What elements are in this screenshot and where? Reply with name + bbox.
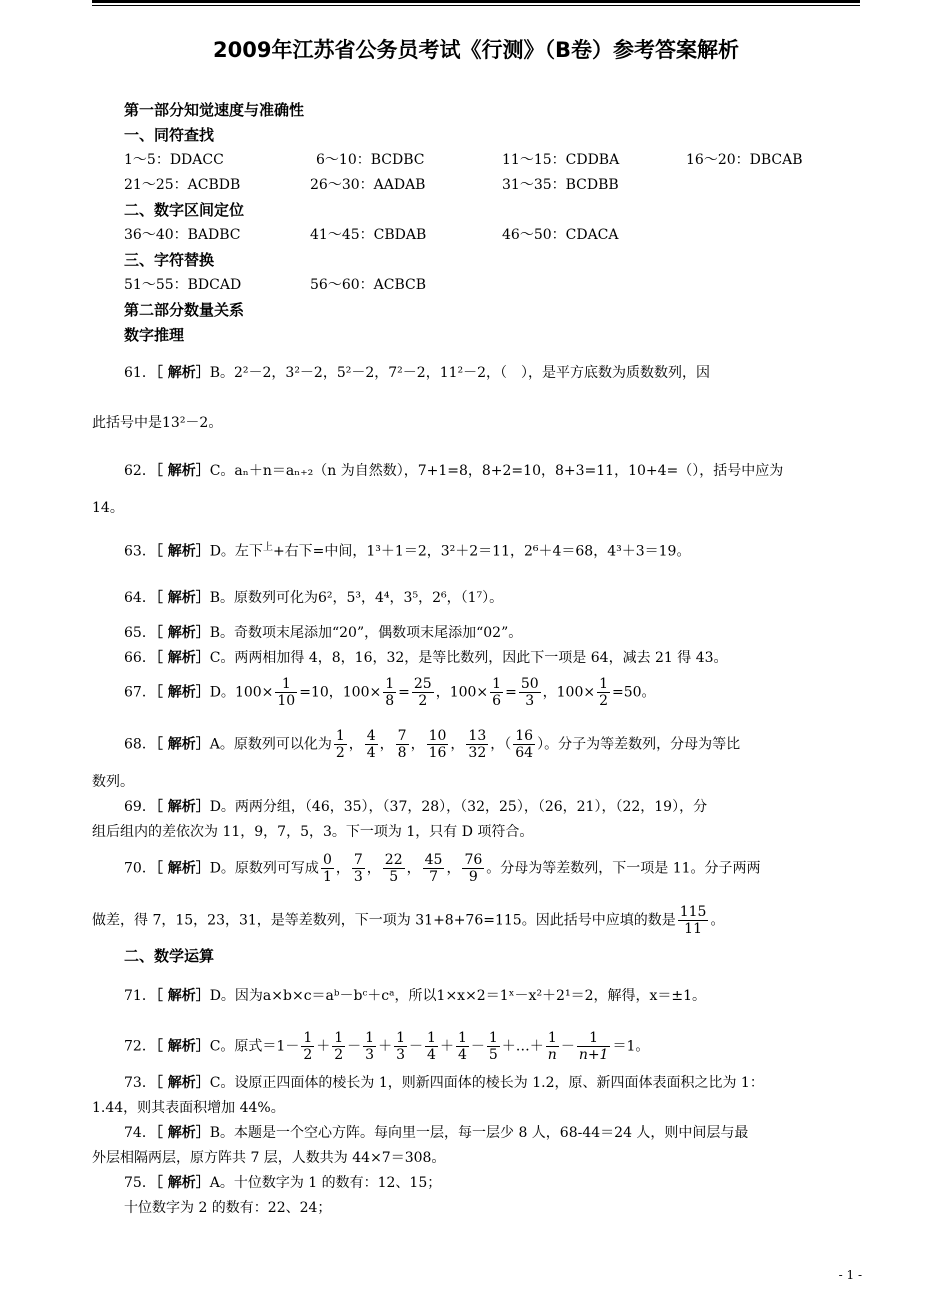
question-75-cont: 十位数字为 2 的数有：22、24； bbox=[124, 1200, 332, 1216]
section-heading: 一、同符查找 bbox=[124, 126, 215, 144]
separator: ， bbox=[446, 860, 461, 877]
denominator: 3 bbox=[353, 869, 363, 885]
numerator: 1 bbox=[365, 1030, 375, 1046]
separator: ， bbox=[366, 860, 381, 877]
answer-group: 6～10：BCDBC bbox=[316, 152, 425, 168]
answer-group: 41～45：CBDAB bbox=[310, 227, 427, 243]
numerator: 1 bbox=[457, 1030, 467, 1046]
fraction bbox=[396, 728, 409, 761]
denominator: 2 bbox=[418, 693, 428, 709]
analysis-tag: ［ 解析］ bbox=[155, 684, 210, 701]
question-text: B。2²－2，3²－2，5²－2，7²－2，11²－2，（ ），是平方底数为质数数列，因 bbox=[209, 365, 711, 381]
question-64 bbox=[124, 588, 503, 608]
operator: － bbox=[470, 1038, 485, 1055]
expr: =50。 bbox=[612, 684, 656, 701]
numerator: 1 bbox=[275, 676, 297, 693]
analysis-tag: ［ 解析］ bbox=[155, 1125, 210, 1141]
question-66 bbox=[124, 648, 728, 668]
fraction bbox=[321, 852, 334, 885]
separator: ， bbox=[406, 860, 421, 877]
analysis-tag: ［ 解析］ bbox=[155, 988, 210, 1004]
denominator: 4 bbox=[427, 1047, 436, 1063]
part2-heading: 第二部分数量关系 bbox=[124, 301, 245, 319]
question-number: 69． bbox=[124, 799, 156, 815]
analysis-tag: ［ 解析］ bbox=[155, 650, 210, 666]
denominator: 16 bbox=[428, 745, 447, 761]
denominator: 2 bbox=[334, 1047, 344, 1063]
superscript: 上 bbox=[262, 542, 273, 553]
fraction bbox=[352, 852, 365, 885]
question-number: 75． bbox=[124, 1175, 156, 1191]
fraction bbox=[412, 676, 434, 709]
bracket: （ bbox=[504, 736, 512, 753]
denominator: 4 bbox=[366, 745, 376, 761]
denominator: 8 bbox=[397, 745, 407, 761]
answer-group: 51～55：BDCAD bbox=[124, 277, 242, 293]
question-65 bbox=[124, 623, 522, 643]
denominator: 6 bbox=[492, 693, 502, 709]
question-73-cont: 1.44，则其表面积增加 44%。 bbox=[92, 1100, 285, 1116]
top-rule-thin bbox=[92, 5, 860, 6]
numerator: 1 bbox=[335, 728, 345, 744]
numerator: 1 bbox=[396, 1030, 406, 1046]
question-number: 73． bbox=[124, 1075, 156, 1091]
question-73 bbox=[124, 1073, 764, 1093]
question-text: ）。分子为等差数列，分母为等比 bbox=[537, 736, 741, 753]
question-number: 72． bbox=[124, 1038, 156, 1055]
question-68-cont: 数列。 bbox=[92, 774, 134, 790]
section-heading: 二、数字区间定位 bbox=[124, 201, 245, 219]
question-63 bbox=[124, 538, 690, 562]
question-number: 61． bbox=[124, 365, 156, 381]
fraction bbox=[466, 728, 488, 761]
analysis-tag: ［ 解析］ bbox=[155, 799, 210, 815]
denominator: 3 bbox=[365, 1047, 375, 1063]
fraction bbox=[456, 1030, 469, 1063]
numerator: 7 bbox=[353, 852, 363, 868]
analysis-tag: ［ 解析］ bbox=[155, 860, 210, 877]
numerator: 1 bbox=[385, 676, 395, 692]
fraction bbox=[490, 676, 503, 709]
fraction bbox=[334, 728, 347, 761]
question-number: 67． bbox=[124, 684, 156, 701]
numerator: 1 bbox=[488, 1030, 498, 1046]
denominator: 10 bbox=[277, 693, 296, 709]
question-74 bbox=[124, 1123, 748, 1143]
question-number: 62． bbox=[124, 463, 156, 479]
operator: ＋ bbox=[378, 1038, 393, 1055]
analysis-tag: ［ 解析］ bbox=[155, 1038, 210, 1055]
subsection-heading: 二、数学运算 bbox=[124, 947, 215, 965]
question-text: C。两两相加得 4，8，16，32，是等比数列，因此下一项是 64，减去 21 得 43。 bbox=[209, 650, 728, 666]
expr: =10，100× bbox=[299, 684, 382, 701]
numerator: 50 bbox=[520, 676, 539, 692]
denominator: n bbox=[547, 1047, 557, 1063]
numerator: 4 bbox=[366, 728, 376, 744]
fraction bbox=[383, 676, 396, 709]
denominator: 8 bbox=[385, 693, 395, 709]
question-number: 65． bbox=[124, 625, 156, 641]
denominator: 5 bbox=[389, 869, 399, 885]
page-title: 2009年江苏省公务员考试《行测》（B卷）参考答案解析 bbox=[213, 38, 739, 62]
numerator: 1 bbox=[577, 1030, 611, 1047]
question-text: C。原式＝1－ bbox=[209, 1038, 300, 1055]
operator: ＋ bbox=[316, 1038, 331, 1055]
operator: － bbox=[560, 1038, 575, 1055]
numerator: 25 bbox=[413, 676, 432, 692]
separator: ， bbox=[348, 736, 363, 753]
question-number: 63． bbox=[124, 543, 156, 560]
question-text: B。奇数项末尾添加“20”，偶数项末尾添加“02”。 bbox=[209, 625, 523, 641]
denominator: 3 bbox=[396, 1047, 406, 1063]
question-72 bbox=[124, 1030, 649, 1063]
numerator: 45 bbox=[424, 852, 443, 868]
question-62 bbox=[124, 461, 783, 481]
expr: ，100× bbox=[542, 684, 596, 701]
analysis-tag: ［ 解析］ bbox=[155, 463, 210, 479]
fraction bbox=[546, 1030, 559, 1063]
numerator: 16 bbox=[515, 728, 534, 744]
fraction bbox=[487, 1030, 500, 1063]
numerator: 1 bbox=[546, 1030, 559, 1047]
question-number: 74． bbox=[124, 1125, 156, 1141]
analysis-tag: ［ 解析］ bbox=[155, 543, 210, 560]
answer-group: 11～15：CDDBA bbox=[502, 152, 620, 168]
fraction bbox=[301, 1030, 314, 1063]
question-text: D。左下 bbox=[209, 543, 263, 560]
question-70-cont bbox=[92, 904, 724, 937]
question-text: D。两两分组，（46，35），（37，28），（32，25），（26，21），（22，19），分 bbox=[209, 799, 708, 815]
subsection-heading: 数字推理 bbox=[124, 326, 185, 344]
section-heading: 三、字符替换 bbox=[124, 251, 215, 269]
denominator: 2 bbox=[335, 745, 345, 761]
numerator: 13 bbox=[468, 728, 487, 744]
answer-group: 1～5：DDACC bbox=[124, 152, 224, 168]
answer-group: 26～30：AADAB bbox=[310, 177, 426, 193]
numerator: 10 bbox=[428, 728, 447, 744]
question-71 bbox=[124, 986, 706, 1006]
expr: ，100× bbox=[435, 684, 489, 701]
question-text: B。原数列可化为6²，5³，4⁴，3⁵，2⁶，（1⁷）。 bbox=[209, 590, 504, 606]
question-text: 。分母为等差数列，下一项是 11。分子两两 bbox=[486, 860, 761, 877]
denominator: 5 bbox=[488, 1047, 498, 1063]
question-text: 。 bbox=[710, 912, 725, 929]
question-number: 70． bbox=[124, 860, 156, 877]
analysis-tag: ［ 解析］ bbox=[155, 365, 210, 381]
question-text: 做差，得 7，15，23，31，是等差数列，下一项为 31+8+76=115。因此括号中应填的数是 bbox=[92, 912, 676, 929]
fraction bbox=[513, 728, 535, 761]
analysis-tag: ［ 解析］ bbox=[155, 736, 210, 753]
numerator: 1 bbox=[334, 1030, 344, 1046]
fraction bbox=[423, 852, 445, 885]
numerator: 76 bbox=[464, 852, 483, 868]
analysis-tag: ［ 解析］ bbox=[155, 625, 210, 641]
question-number: 64． bbox=[124, 590, 156, 606]
numerator: 7 bbox=[397, 728, 407, 744]
question-number: 66． bbox=[124, 650, 156, 666]
question-62-cont: 14。 bbox=[92, 500, 124, 516]
question-number: 71． bbox=[124, 988, 156, 1004]
denominator: 4 bbox=[457, 1047, 467, 1063]
fraction bbox=[577, 1030, 611, 1063]
numerator: 1 bbox=[599, 676, 609, 692]
question-text: C。设原正四面体的棱长为 1，则新四面体的棱长为 1.2，原、新四面体表面积之比为 1： bbox=[209, 1075, 764, 1091]
operator: － bbox=[409, 1038, 424, 1055]
question-70 bbox=[124, 852, 761, 885]
denominator: 11 bbox=[684, 921, 702, 937]
question-text: D。原数列可写成 bbox=[209, 860, 319, 877]
question-text: C。aₙ＋n＝aₙ₊₂（n 为自然数），7+1=8，8+2=10，8+3=11，10+4=（），括号中应为 bbox=[209, 463, 784, 479]
question-number: 68． bbox=[124, 736, 156, 753]
separator: ， bbox=[410, 736, 425, 753]
question-text: D。因为a×b×c＝aᵇ－bᶜ＋cᵃ，所以1×x×2＝1ˣ－x²＋2¹＝2，解得，x＝±1。 bbox=[209, 988, 707, 1004]
question-61 bbox=[124, 363, 710, 383]
page-number: - 1 - bbox=[838, 1268, 862, 1282]
separator: ， bbox=[450, 736, 465, 753]
answer-group: 56～60：ACBCB bbox=[310, 277, 426, 293]
fraction bbox=[597, 676, 610, 709]
fraction bbox=[425, 1030, 438, 1063]
expr: 100× bbox=[234, 684, 274, 701]
question-74-cont: 外层相隔两层，原方阵共 7 层，人数共为 44×7＝308。 bbox=[92, 1150, 446, 1166]
question-text: D。 bbox=[209, 684, 235, 701]
expr: = bbox=[505, 684, 517, 701]
denominator: n+1 bbox=[578, 1047, 609, 1063]
denominator: 2 bbox=[599, 693, 609, 709]
denominator: 7 bbox=[429, 869, 438, 885]
fraction bbox=[275, 676, 297, 709]
question-69 bbox=[124, 797, 707, 817]
operator: － bbox=[347, 1038, 362, 1055]
question-61-cont: 此括号中是13²－2。 bbox=[92, 415, 223, 431]
part1-heading: 第一部分知觉速度与准确性 bbox=[124, 101, 305, 119]
fraction bbox=[427, 728, 449, 761]
analysis-tag: ［ 解析］ bbox=[155, 1075, 210, 1091]
fraction bbox=[394, 1030, 407, 1063]
separator: ， bbox=[335, 860, 350, 877]
numerator: 0 bbox=[322, 852, 332, 868]
answer-group: 21～25：ACBDB bbox=[124, 177, 241, 193]
denominator: 3 bbox=[525, 693, 535, 709]
question-68 bbox=[124, 728, 740, 761]
analysis-tag: ［ 解析］ bbox=[155, 590, 210, 606]
question-text: +右下=中间，1³＋1＝2，3²＋2＝11，2⁶＋4＝68，4³＋3＝19。 bbox=[272, 543, 691, 560]
denominator: 1 bbox=[322, 869, 332, 885]
separator: ， bbox=[379, 736, 394, 753]
separator: ， bbox=[490, 736, 505, 753]
question-69-cont: 组后组内的差依次为 11，9，7，5，3。下一项为 1，只有 D 项符合。 bbox=[92, 824, 534, 840]
question-text: A。十位数字为 1 的数有：12、15； bbox=[209, 1175, 442, 1191]
denominator: 32 bbox=[468, 745, 487, 761]
answer-group: 31～35：BCDBB bbox=[502, 177, 619, 193]
fraction bbox=[383, 852, 405, 885]
denominator: 2 bbox=[303, 1047, 313, 1063]
fraction bbox=[365, 728, 378, 761]
fraction bbox=[462, 852, 484, 885]
answer-group: 46～50：CDACA bbox=[502, 227, 619, 243]
fraction bbox=[678, 904, 709, 937]
numerator: 22 bbox=[384, 852, 403, 868]
denominator: 64 bbox=[515, 745, 534, 761]
numerator: 1 bbox=[427, 1030, 436, 1046]
denominator: 9 bbox=[468, 869, 478, 885]
analysis-tag: ［ 解析］ bbox=[155, 1175, 210, 1191]
question-text: A。原数列可以化为 bbox=[209, 736, 332, 753]
question-75 bbox=[124, 1173, 441, 1193]
fraction bbox=[332, 1030, 345, 1063]
numerator: 1 bbox=[492, 676, 502, 692]
operator: ＋…＋ bbox=[501, 1038, 544, 1055]
answer-group: 36～40：BADBC bbox=[124, 227, 241, 243]
expr: = bbox=[398, 684, 410, 701]
question-text: ＝1。 bbox=[612, 1038, 650, 1055]
fraction bbox=[363, 1030, 376, 1063]
question-text: B。本题是一个空心方阵。每向里一层，每一层少 8 人，68-44＝24 人，则中间层与最 bbox=[209, 1125, 749, 1141]
fraction bbox=[519, 676, 541, 709]
numerator: 1 bbox=[303, 1030, 313, 1046]
operator: ＋ bbox=[439, 1038, 454, 1055]
top-rule-thick bbox=[92, 0, 860, 3]
answer-group: 16～20：DBCAB bbox=[686, 152, 803, 168]
question-67 bbox=[124, 676, 656, 709]
numerator: 115 bbox=[679, 904, 707, 920]
